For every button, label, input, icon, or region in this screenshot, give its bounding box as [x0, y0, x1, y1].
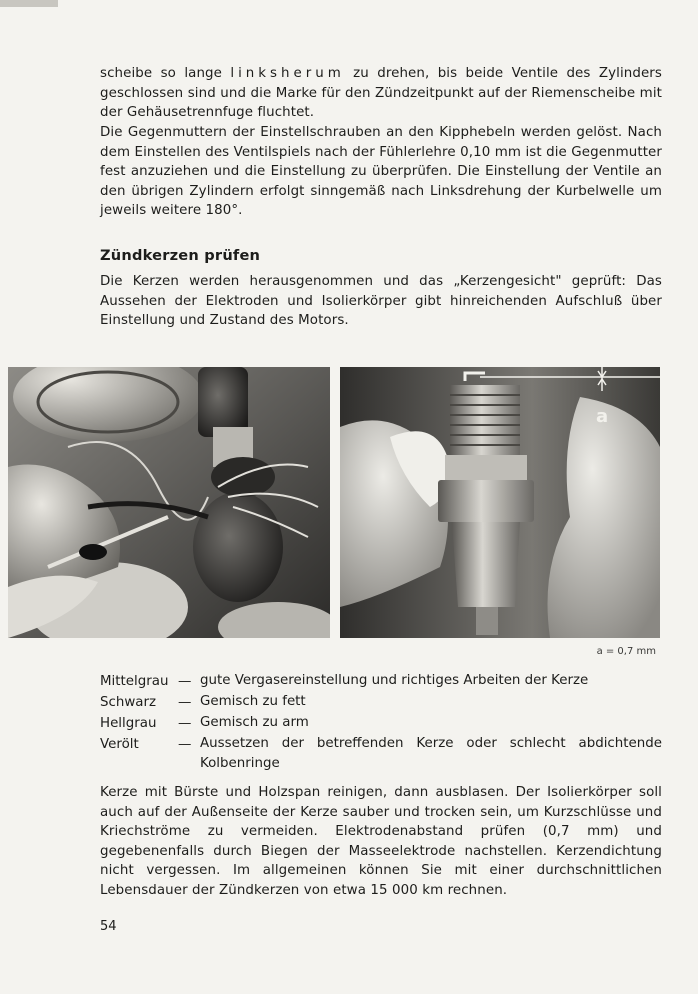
text-run: zu drehen, bis beide Ventile des Zylinders geschlossen sind und die Marke für den Zündzeitpunkt auf der Riemenscheibe mit der Gehäusetrennfuge fluchtet.: [100, 66, 662, 120]
legend-term: Mittelgrau: [100, 674, 169, 689]
legend-dash: —: [178, 674, 192, 689]
page-corner-mark: [0, 0, 58, 7]
spark-plug-photo: [340, 367, 660, 638]
legend-row: [100, 734, 662, 774]
engine-photo-illustration: [8, 367, 330, 638]
paragraph-cleaning-instructions: Kerze mit Bürste und Holzspan reinigen, dann ausblasen. Der Isolierkörper soll auch auf der Außenseite der Kerze sauber und trocken sein, um Kurzschlüsse und Kriechströme zu vermeiden. Elektrodenabstand prüfen (0,7 mm) und gegebenenfalls durch Biegen der Masseelektrode nachstellen. Kerzendichtung nicht vergessen. Im allgemeinen können Sie mit einer durchschnittlichen Lebensdauer der Zündkerzen von etwa 15 000 km rechnen.: [100, 785, 662, 898]
spark-plug-illustration: [340, 367, 660, 638]
engine-photo: [8, 367, 330, 638]
legend-dash: —: [178, 737, 192, 752]
paragraph-spark-plug-check: Die Kerzen werden herausgenommen und das „Kerzengesicht" geprüft: Das Aussehen der Elektroden und Isolierkörper gibt hinreichenden Aufschluß über Einstellung und Zustand des Motors.: [100, 274, 662, 328]
legend-row: [100, 713, 662, 734]
paragraph-turn-crankshaft: [100, 64, 662, 123]
legend-description: gute Vergasereinstellung und richtiges Arbeiten der Kerze: [200, 673, 589, 688]
legend-term: Schwarz: [100, 695, 157, 710]
legend-row: [100, 671, 662, 692]
paragraph-valve-adjustment: Die Gegenmuttern der Einstellschrauben an den Kipphebeln werden gelöst. Nach dem Einstellen des Ventilspiels nach der Fühlerlehre 0,10 mm ist die Gegenmutter fest anzuziehen und die Einstellung zu überprüfen. Die Einstellung der Ventile an den übrigen Zylindern erfolgt sinngemäß nach Linksdrehung der Kurbelwelle um jeweils weitere 180°.: [100, 125, 662, 218]
legend-row: [100, 692, 662, 713]
legend-description: Gemisch zu fett: [200, 694, 306, 709]
gap-label: a: [596, 406, 609, 427]
text-run: scheibe so lange: [100, 66, 231, 81]
page-number: 54: [100, 919, 117, 934]
section-heading: Zündkerzen prüfen: [100, 247, 261, 264]
legend-term: Hellgrau: [100, 716, 157, 731]
legend-term: Verölt: [100, 737, 139, 752]
legend-dash: —: [178, 716, 192, 731]
spaced-emphasis: linksherum: [230, 66, 345, 81]
figure-caption: a = 0,7 mm: [596, 646, 656, 657]
plug-condition-legend: [100, 671, 662, 774]
legend-description: Aussetzen der betreffenden Kerze oder schlecht abdichtende Kolbenringe: [200, 736, 662, 771]
legend-dash: —: [178, 695, 192, 710]
legend-description: Gemisch zu arm: [200, 715, 309, 730]
